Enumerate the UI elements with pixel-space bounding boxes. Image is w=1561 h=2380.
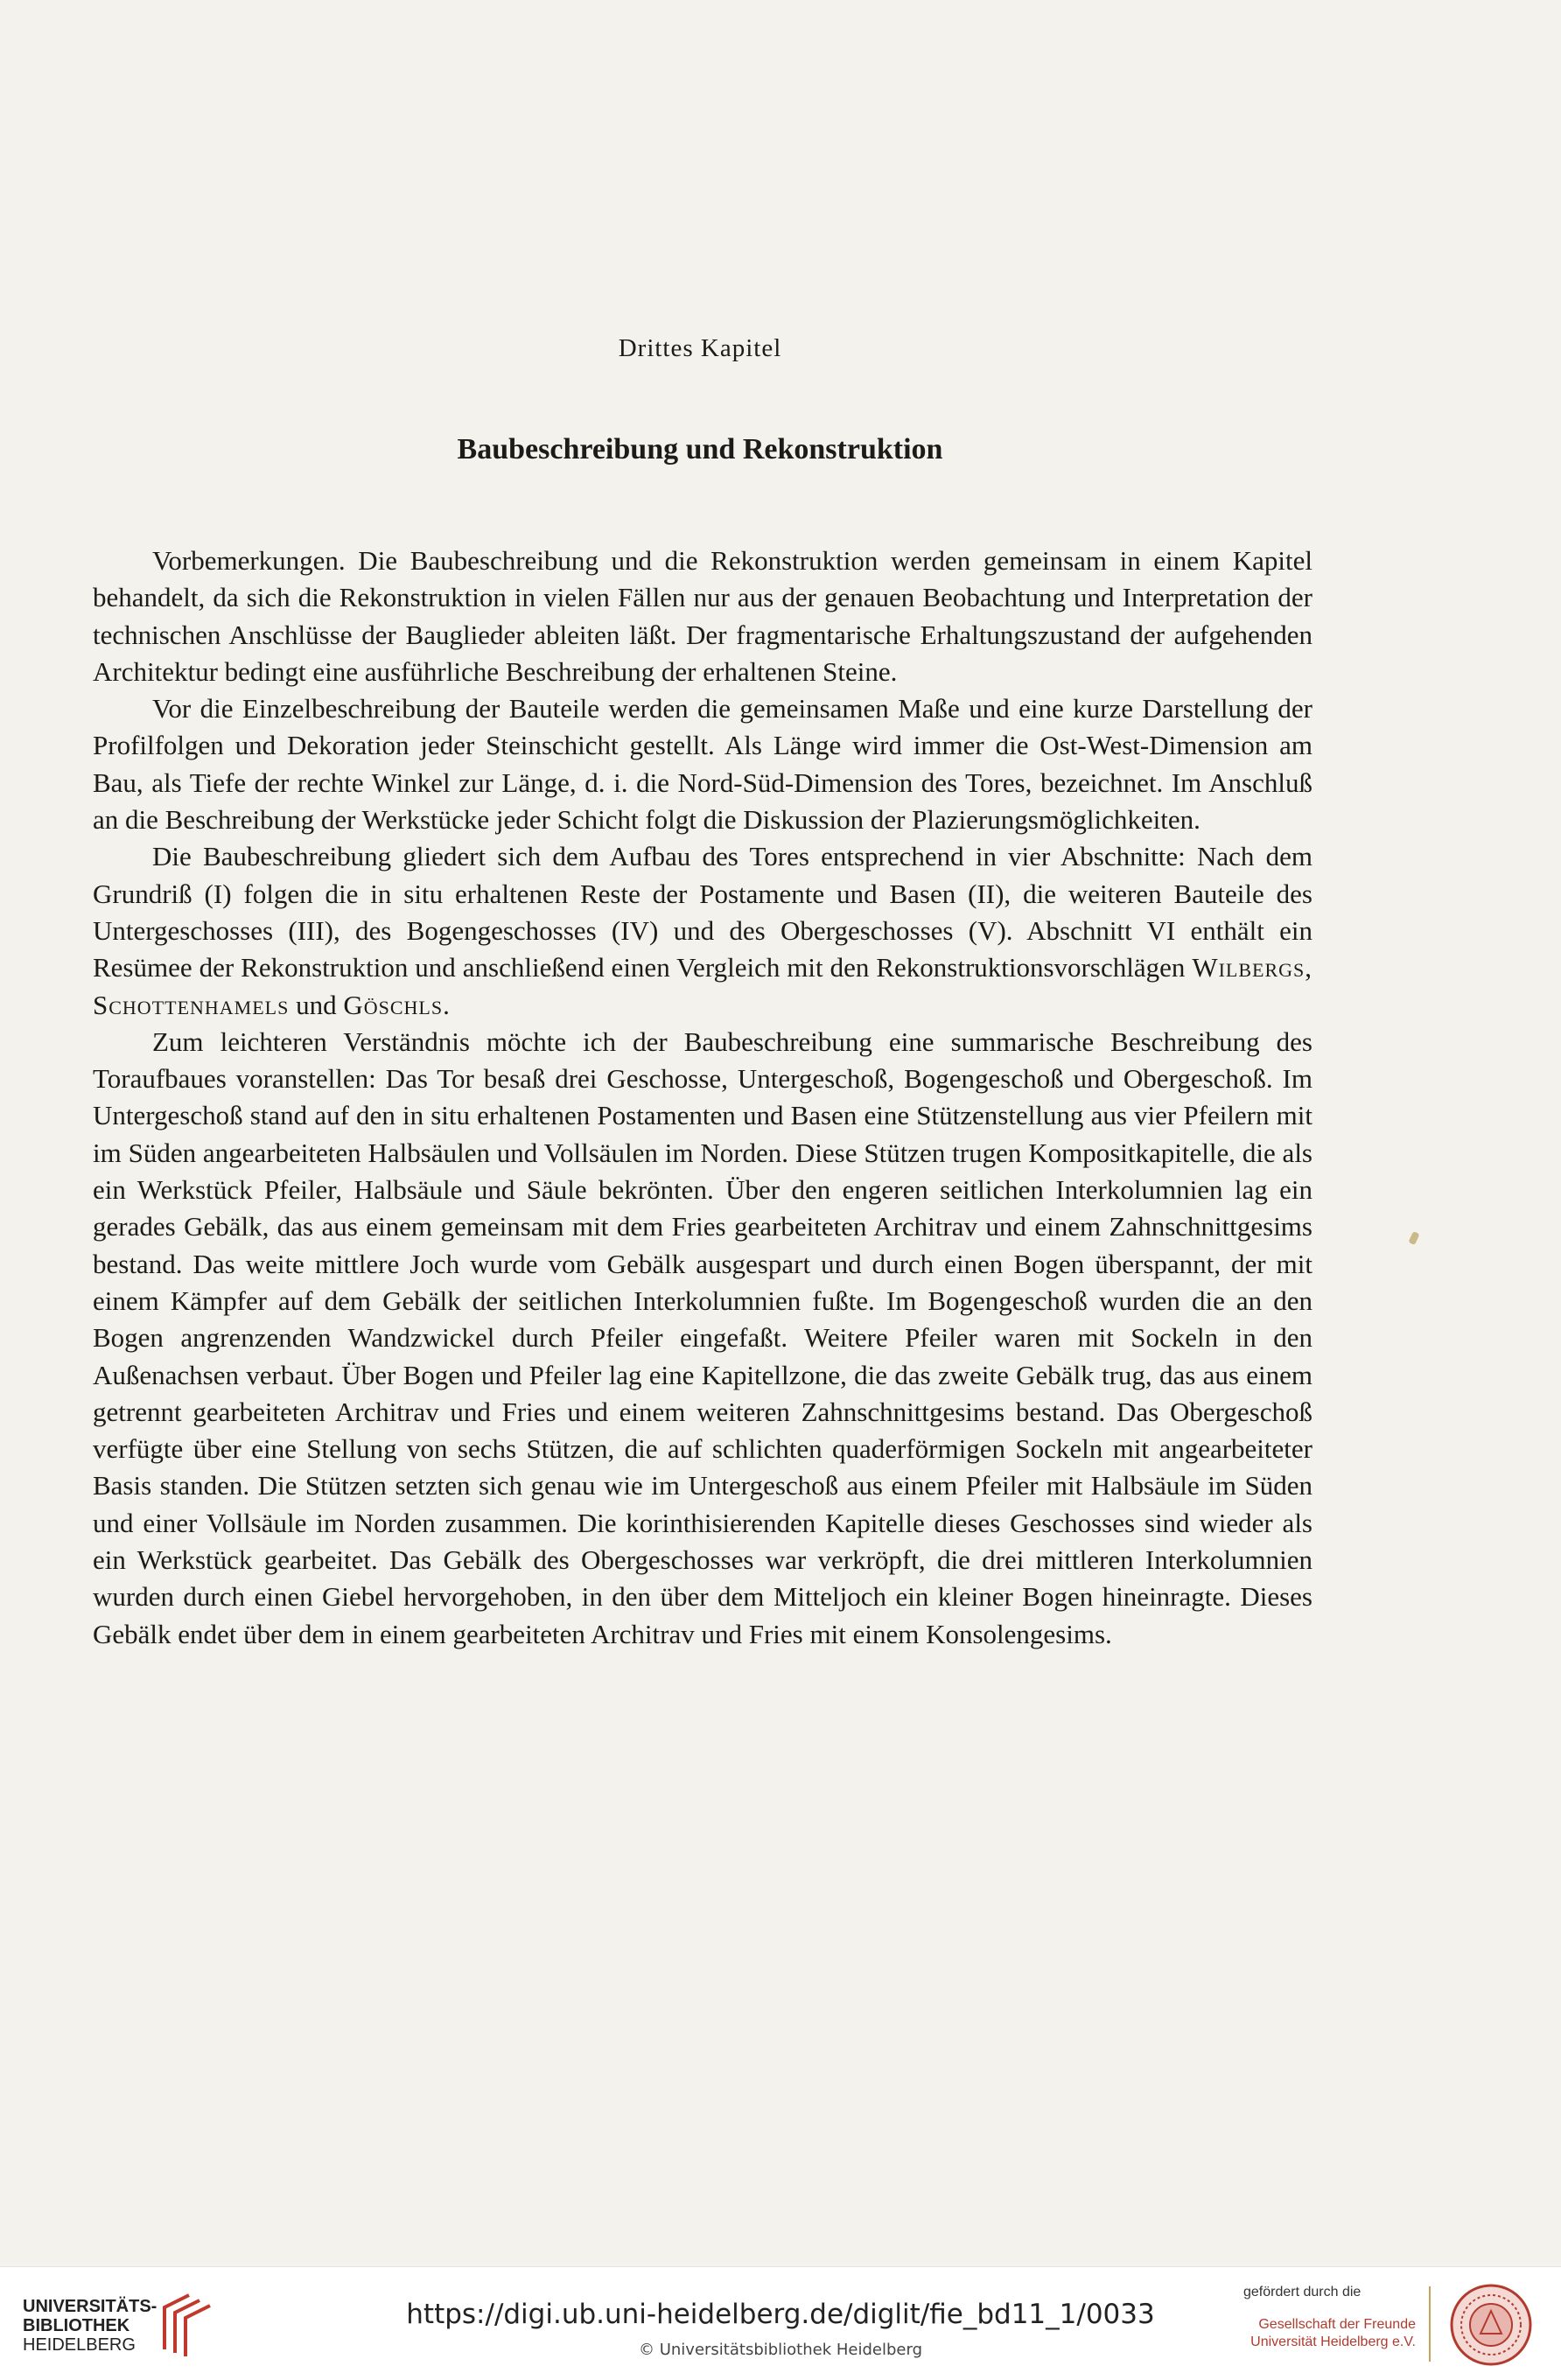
copyright-notice: © Universitätsbibliothek Heidelberg	[638, 2341, 922, 2359]
author-schottenhamel: Schottenhamels	[93, 989, 290, 1020]
permalink-url[interactable]: https://digi.ub.uni-heidelberg.de/diglit/fie_bd11_1/0033	[406, 2299, 1155, 2330]
chapter-title: Baubeschreibung und Rekonstruktion	[457, 433, 943, 466]
sponsor-divider	[1429, 2286, 1431, 2362]
paragraph-2: Vor die Einzelbeschreibung der Bauteile werden die gemeinsamen Maße und eine kurze Darstellung der Profilfolgen und Dekoration jeder Steinschicht gestellt. Als Länge wird immer die Ost-West-Dimension am Bau, als Tiefe der rechte Winkel zur Länge, d. i. die Nord-Süd-Dimension des Tores, bezeichnet. Im Anschluß an die Beschreibung der Werkstücke jeder Schicht folgt die Diskussion der Plazierungsmöglichkeiten.	[93, 693, 1312, 836]
library-name-line2: BIBLIOTHEK	[23, 2316, 130, 2335]
paragraph-4: Zum leichteren Verständnis möchte ich der Baubeschreibung eine summarische Beschreibung des Toraufbaues voranstellen: Das Tor besaß drei Geschosse, Untergeschoß, Bogengeschoß und Obergeschoß. Im Untergeschoß stand auf den in situ erhaltenen Postamenten und Basen eine Stützenstellung aus vier Pfeilern mit im Süden angearbeiteten Halbsäulen und Vollsäulen im Norden. Diese Stützen trugen Kompositkapitelle, die als ein Werkstück Pfeiler, Halbsäule und Säule bekrönten. Über den engeren seitlichen Interkolumnien lag ein gerades Gebälk, das aus einem gemeinsam mit dem Fries gearbeiteten Architrav und einem Zahnschnittgesims bestand. Das weite mittlere Joch wurde vom Gebälk ausgespart und durch einen Bogen überspannt, der mit einem Kämpfer auf dem Gebälk der seitlichen Interkolumnien fußte. Im Bogengeschoß wurden die an den Bogen angrenzenden Wandzwickel durch Pfeiler eingefaßt. Weitere Pfeiler waren mit Sockeln in den Außenachsen verbaut. Über Bogen und Pfeiler lag eine Kapitellzone, die das zweite Gebälk trug, das aus einem getrennt gearbeiteten Architrav und Fries und einem weiteren Zahnschnittgesims bestand. Das Obergeschoß verfügte über eine Stellung von sechs Stützen, die auf schlichten quaderförmigen Sockeln mit angearbeiteter Basis standen. Die Stützen setzten sich genau wie im Untergeschoß aus einem Pfeiler mit Halbsäule im Süden und einer Vollsäule im Norden zusammen. Die korinthisierenden Kapitelle dieses Geschosses sind wieder als ein Werkstück gearbeitet. Das Gebälk des Obergeschosses war verkröpft, die drei mittleren Interkolumnien wurden durch einen Giebel hervorgehoben, in den über dem Mitteljoch ein kleiner Bogen hineinragte. Dieses Gebälk endet über dem in einem gearbeiteten Architrav und Fries mit einem Konsolengesims.	[93, 1026, 1312, 1649]
library-name-line3: HEIDELBERG	[23, 2335, 136, 2355]
body-text	[93, 542, 1312, 1653]
conjunction: und	[289, 989, 344, 1020]
author-wilberg: Wilbergs,	[1192, 952, 1313, 984]
sponsor-name[interactable]	[1225, 2316, 1416, 2351]
viewer-footer	[0, 2266, 1561, 2380]
university-seal-icon[interactable]	[1449, 2283, 1533, 2367]
paper-speck	[1408, 1231, 1419, 1245]
chapter-heading: Drittes Kapitel	[618, 334, 782, 362]
paragraph-3	[93, 838, 1312, 1023]
library-name-line1: UNIVERSITÄTS-	[23, 2297, 158, 2316]
author-goeschl: Göschls.	[343, 989, 451, 1020]
sponsor-label: gefördert durch die	[1243, 2285, 1362, 2300]
paragraph-3-text: Die Baubeschreibung gliedert sich dem Aufbau des Tores entsprechend in vier Abschnitte: Nach dem Grundriß (I) folgen die in situ erhaltenen Reste der Postamente und Basen (II), die weiteren Bauteile des Untergeschosses (III), des Bogengeschosses (IV) und des Obergeschosses (V). Abschnitt VI enthält ein Resümee der Rekonstruktion und anschließend einen Vergleich mit den Rekonstruktionsvorschlägen	[93, 841, 1312, 984]
sponsor-name-line2: Universität Heidelberg e.V.	[1250, 2334, 1416, 2349]
paragraph-1: Vorbemerkungen. Die Baubeschreibung und die Rekonstruktion werden gemeinsam in einem Kapitel behandelt, da sich die Rekonstruktion in vielen Fällen nur aus der genauen Beobachtung und Interpretation der technischen Anschlüsse der Bauglieder ableiten läßt. Der fragmentarische Erhaltungszustand der aufgehenden Architektur bedingt eine ausführliche Beschreibung der erhaltenen Steine.	[93, 545, 1312, 687]
sponsor-name-line1: Gesellschaft der Freunde	[1258, 2317, 1416, 2332]
